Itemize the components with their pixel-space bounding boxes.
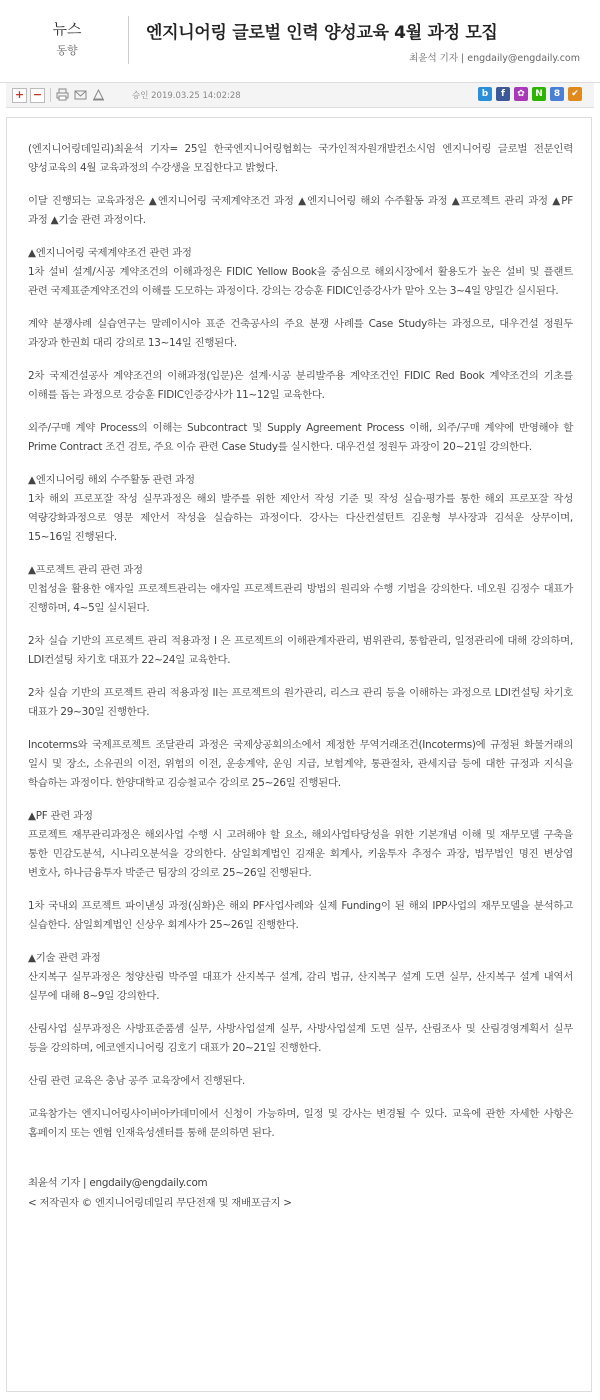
paragraph: 2차 실습 기반의 프로젝트 관리 적용과정 I 은 프로젝트의 이해관계자관리, 범위관리, 통합관리, 일정관리에 대해 강의하며, LDI컨설팅 차기호 대표가 22~24일 교육한다. bbox=[28, 635, 573, 666]
paragraph: 프로젝트 재무관리과정은 해외사업 수행 시 고려해야 할 요소, 해외사업타당성을 위한 기본개념 이해 및 재무모델 구축을 통한 민감도분석, 시나리오분석을 강의한다. 삼일회계법인 김재운 회계사, 키움투자 추정수 과장, 법무법인 명진 변상엽 변호사, 하나금융투자 박준근 팀장의 강의로 25~26일 진행된다. bbox=[28, 829, 573, 879]
article-body-box bbox=[6, 117, 592, 1392]
share-blog-icon[interactable]: b bbox=[478, 87, 492, 101]
article-title: 엔지니어링 글로벌 인력 양성교육 4월 과정 모집 bbox=[146, 23, 498, 43]
divider bbox=[128, 16, 129, 64]
paragraph: 민첩성을 활용한 애자일 프로젝트관리는 애자일 프로젝트관리 방법의 원리와 수행 기법을 강의한다. 네오원 김정수 대표가 진행하며, 4~5일 실시된다. bbox=[28, 583, 573, 614]
paragraph: 2차 실습 기반의 프로젝트 관리 적용과정 II는 프로젝트의 원가관리, 리스크 관리 등을 이해하는 과정으로 LDI컨설팅 차기호 대표가 29~30일 진행한다. bbox=[28, 687, 573, 718]
scrap-icon[interactable] bbox=[92, 88, 105, 101]
section-heading: ▲기술 관련 과정 bbox=[28, 952, 101, 964]
copyright-notice: < 저작권자 © 엔지니어링데일리 무단전재 및 재배포금지 > bbox=[28, 1197, 292, 1209]
font-decrease-button[interactable]: − bbox=[30, 88, 45, 103]
article-body bbox=[7, 118, 591, 1213]
share-google-icon[interactable]: 8 bbox=[550, 87, 564, 101]
paragraph: 계약 분쟁사례 실습연구는 말레이시아 표준 건축공사의 주요 분쟁 사례를 Case Study하는 과정으로, 대우건설 정원두 과장과 한권희 대리 강의로 13~14일 진행된다. bbox=[28, 318, 573, 349]
font-increase-button[interactable]: + bbox=[12, 88, 27, 103]
published-date: 승인 2019.03.25 14:02:28 bbox=[132, 91, 241, 101]
article-footer bbox=[28, 1173, 573, 1213]
print-icon[interactable] bbox=[56, 88, 69, 101]
paragraph: 이달 진행되는 교육과정은 ▲엔지니어링 국제계약조건 과정 ▲엔지니어링 해외 수주활동 과정 ▲프로젝트 관리 과정 ▲PF 과정 ▲기술 관련 과정이다. bbox=[28, 195, 573, 226]
paragraph: 산림사업 실무과정은 사방표준품셈 실무, 사방사업설계 실무, 사방사업설계 도면 실무, 산림조사 및 산림경영계획서 실무 등을 강의하며, 에코엔지니어링 김호기 대표가 20~21일 진행한다. bbox=[28, 1023, 573, 1054]
section-heading: ▲엔지니어링 해외 수주활동 관련 과정 bbox=[28, 474, 195, 486]
share-more-icon[interactable]: ✔ bbox=[568, 87, 582, 101]
article-header bbox=[0, 0, 600, 83]
article-toolbar bbox=[6, 83, 594, 108]
footer-byline[interactable]: 최윤석 기자 | engdaily@engdaily.com bbox=[28, 1177, 208, 1189]
paragraph: 1차 해외 프로포잘 작성 실무과정은 해외 발주를 위한 제안서 작성 기준 및 작성 실습·평가를 통한 해외 프로포잘 작성 역량강화과정으로 영문 제안서 작성을 실습하는 과정이다. 강사는 다산컨설턴트 김운형 부사장과 김석운 상무이며, 15~16일 진행된다. bbox=[28, 493, 573, 543]
share-kakao-icon[interactable]: ✿ bbox=[514, 87, 528, 101]
paragraph: Incoterms와 국제프로젝트 조달관리 과정은 국제상공회의소에서 제정한 무역거래조건(Incoterms)에 규정된 화물거래의 일시 및 장소, 소유권의 이전, 위험의 이전, 운송계약, 운임 지급, 보험계약, 통관절차, 관세지급 등에 대한 규정과 지식을 학습하는 과정이다. 한양대학교 김승철교수 강의로 25~26일 진행된다. bbox=[28, 739, 573, 789]
toolbar-divider bbox=[50, 88, 51, 102]
paragraph: 외주/구매 계약 Process의 이해는 Subcontract 및 Supply Agreement Process 이해, 외주/구매 계약에 반영해야 할 Prime Contract 조건 검토, 주요 이슈 관련 Case Study를 실시한다. 대우건설 정원두 과장이 20~21일 강의한다. bbox=[28, 422, 573, 453]
share-naver-icon[interactable]: N bbox=[532, 87, 546, 101]
article-byline[interactable]: 최윤석 기자 | engdaily@engdaily.com bbox=[409, 53, 580, 64]
paragraph: 산림 관련 교육은 충남 공주 교육장에서 진행된다. bbox=[28, 1075, 246, 1087]
section-heading: ▲프로젝트 관리 관련 과정 bbox=[28, 564, 143, 576]
section-sub[interactable]: 동향 bbox=[56, 44, 78, 57]
section-heading: ▲엔지니어링 국제계약조건 관련 과정 bbox=[28, 247, 192, 259]
paragraph: (엔지니어링데일리)최윤석 기자= 25일 한국엔지니어링협회는 국가인적자원개발컨소시엄 엔지니어링 글로벌 전문인력 양성교육의 4월 교육과정의 수강생을 모집한다고 밝혔다. bbox=[28, 143, 573, 174]
paragraph: 산지복구 실무과정은 청양산림 박주열 대표가 산지복구 설계, 감리 법규, 산지복구 설계 도면 실무, 산지복구 설계 내역서 실무에 대해 8~9일 강의한다. bbox=[28, 971, 573, 1002]
paragraph: 2차 국제건설공사 계약조건의 이해과정(입문)은 설계·시공 분리발주용 계약조건인 FIDIC Red Book 계약조건의 기초를 이해를 돕는 과정으로 강승훈 FIDIC인증강사가 11~12일 교육한다. bbox=[28, 370, 573, 401]
paragraph: 1차 국내외 프로젝트 파이낸싱 과정(심화)은 해외 PF사업사례와 실제 Funding이 된 해외 IPP사업의 재무모델을 분석하고 실습한다. 삼일회계법인 신상우 회계사가 25~26일 진행한다. bbox=[28, 900, 573, 931]
share-facebook-icon[interactable]: f bbox=[496, 87, 510, 101]
email-icon[interactable] bbox=[74, 88, 87, 101]
section-heading: ▲PF 관련 과정 bbox=[28, 810, 93, 822]
section-main[interactable]: 뉴스 bbox=[52, 20, 82, 38]
section-label[interactable] bbox=[22, 20, 112, 58]
paragraph: 교육참가는 엔지니어링사이버아카데미에서 신청이 가능하며, 일정 및 강사는 변경될 수 있다. 교육에 관한 자세한 사항은 홈페이지 또는 엔협 인재육성센터를 통해 문의하면 된다. bbox=[28, 1108, 573, 1139]
paragraph: 1차 설비 설계/시공 계약조건의 이해과정은 FIDIC Yellow Book을 중심으로 해외시장에서 활용도가 높은 설비 및 플랜트 관련 국제표준계약조건의 이해를 도모하는 과정이다. 강의는 강승훈 FIDIC인증강사가 맡아 오는 3~4일 양일간 실시된다. bbox=[28, 266, 573, 297]
